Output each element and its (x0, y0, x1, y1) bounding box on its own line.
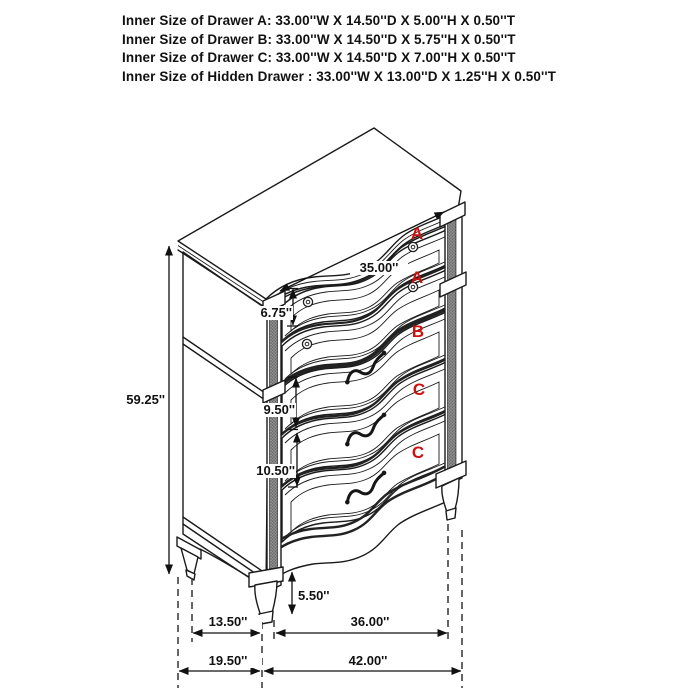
dim-drawer-b-height: 9.50'' (256, 403, 296, 417)
dim-front-leg-span: 36.00'' (336, 615, 404, 629)
label-drawer-a1: A (410, 224, 424, 243)
spec-line-drawer-b: Inner Size of Drawer B: 33.00''W X 14.50''D X 5.75''H X 0.50''T (122, 31, 516, 47)
label-drawer-a2: A (410, 268, 424, 287)
label-drawer-b: B (411, 322, 425, 341)
label-drawer-c2: C (411, 443, 425, 462)
label-drawer-c1: C (412, 380, 426, 399)
knob-a1-right (408, 242, 417, 251)
knob-a2-left (302, 339, 311, 348)
spec-line-drawer-a: Inner Size of Drawer A: 33.00''W X 14.50''D X 5.00''H X 0.50''T (122, 13, 516, 28)
dim-leg-height: 5.50'' (298, 588, 330, 603)
dim-side-leg-span: 13.50'' (194, 615, 262, 629)
spec-line-drawer-c: Inner Size of Drawer C: 33.00''W X 14.50''D X 7.00''H X 0.50''T (122, 50, 516, 65)
left-side-panel (183, 252, 268, 590)
dim-overall-width: 42.00'' (334, 654, 402, 668)
spec-line-hidden-drawer: Inner Size of Hidden Drawer : 33.00''W X 13.00''D X 1.25''H X 0.50''T (122, 68, 556, 84)
knob-a1-left (303, 297, 312, 306)
dim-drawer-a-height: 6.75'' (253, 306, 293, 320)
dim-top-front-width: 35.00'' (350, 261, 408, 275)
dim-overall-depth: 19.50'' (194, 654, 262, 668)
dim-drawer-c-height: 10.50'' (250, 464, 296, 478)
dim-overall-height: 59.25'' (118, 393, 166, 407)
